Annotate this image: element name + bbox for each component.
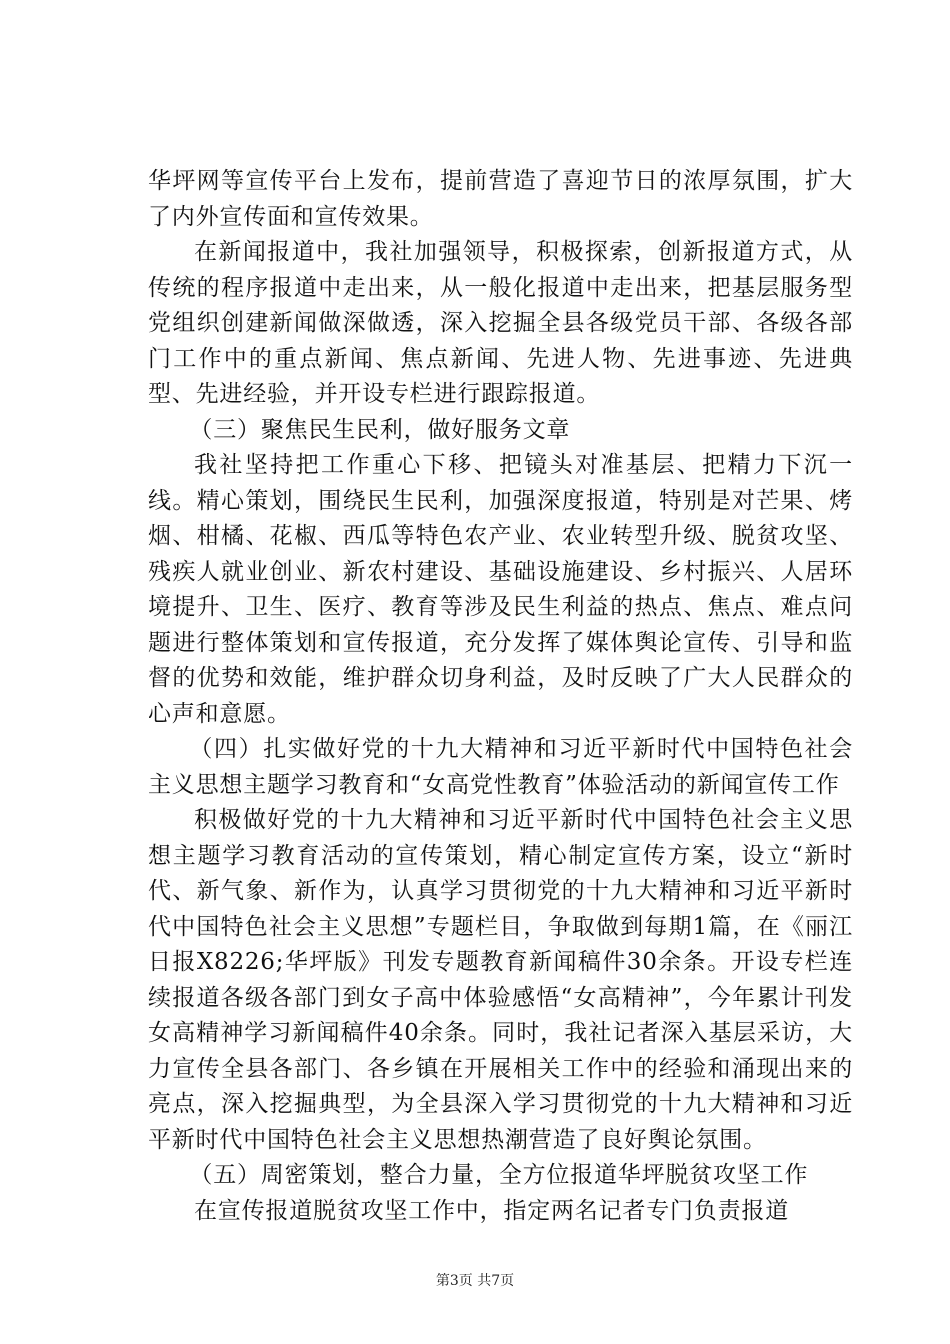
- section-heading-4: （四）扎实做好党的十九大精神和习近平新时代中国特色社会主义思想主题学习教育和“女高党性教育”体验活动的新闻宣传工作: [148, 736, 853, 798]
- section-heading-3: （三）聚焦民生民利，做好服务文章: [189, 416, 571, 443]
- paragraph-study-education: 积极做好党的十九大精神和习近平新时代中国特色社会主义思想主题学习教育活动的宣传策划，精心制定宣传方案，设立“新时代、新气象、新作为，认真学习贯彻党的十九大精神和习近平新时代中国特色社会主义思想”专题栏目，争取做到每期1篇，在《丽江日报X8226;华坪版》刊发专题教育新闻稿件30余条。开设专栏连续报道各级各部门到女子高中体验感悟“女高精神”，今年累计刊发女高精神学习新闻稿件40余条。同时，我社记者深入基层采访，大力宣传全县各部门、各乡镇在开展相关工作中的经验和涌现出来的亮点，深入挖掘典型，为全县深入学习贯彻党的十九大精神和习近平新时代中国特色社会主义思想热潮营造了良好舆论氛围。: [148, 807, 853, 1153]
- paragraph-livelihood: 我社坚持把工作重心下移、把镜头对准基层、把精力下沉一线。精心策划，围绕民生民利，加强深度报道，特别是对芒果、烤烟、柑橘、花椒、西瓜等特色农产业、农业转型升级、脱贫攻坚、残疾人就业创业、新农村建设、基础设施建设、乡村振兴、人居环境提升、卫生、医疗、教育等涉及民生利益的热点、焦点、难点问题进行整体策划和宣传报道，充分发挥了媒体舆论宣传、引导和监督的优势和效能，维护群众切身利益，及时反映了广大人民群众的心声和意愿。: [148, 452, 853, 727]
- paragraph-poverty-alleviation: 在宣传报道脱贫攻坚工作中，指定两名记者专门负责报道: [194, 1197, 789, 1224]
- paragraph-continuation: 华坪网等宣传平台上发布，提前营造了喜迎节日的浓厚氛围，扩大了内外宣传面和宣传效果。: [148, 168, 853, 230]
- paragraph-news-reporting: 在新闻报道中，我社加强领导，积极探索，创新报道方式，从传统的程序报道中走出来，从一般化报道中走出来，把基层服务型党组织创建新闻做深做透，深入挖掘全县各级党员干部、各级各部门工作中的重点新闻、焦点新闻、先进人物、先进事迹、先进典型、先进经验，并开设专栏进行跟踪报道。: [148, 239, 853, 407]
- section-heading-5: （五）周密策划，整合力量，全方位报道华坪脱贫攻坚工作: [189, 1162, 809, 1188]
- document-body: [148, 164, 853, 1229]
- page-footer: 第3页 共7页: [435, 1273, 515, 1289]
